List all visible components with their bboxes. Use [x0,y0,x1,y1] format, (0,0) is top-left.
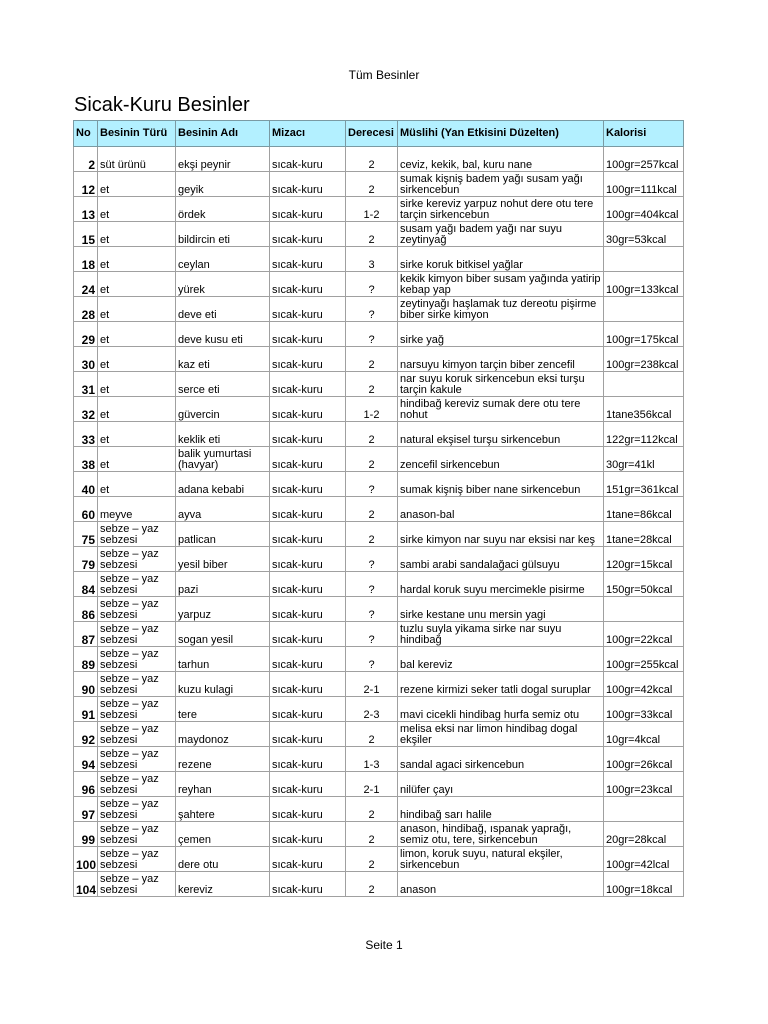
corrective-cell: bal kereviz [398,647,604,672]
table-row [74,672,684,697]
corrective-cell: sirke koruk bitkisel yağlar [398,247,604,272]
temperament-cell: sıcak-kuru [270,672,346,697]
food-type-cell: sebze – yaz sebzesi [98,797,176,822]
degree-cell: 1-2 [346,197,398,222]
table-row [74,247,684,272]
food-name-cell: sogan yesil [176,622,270,647]
food-type-cell: et [98,472,176,497]
calories-cell: 122gr=112kcal [604,422,684,447]
calories-cell: 100gr=18kcal [604,872,684,897]
temperament-cell: sıcak-kuru [270,397,346,422]
food-type-cell: sebze – yaz sebzesi [98,597,176,622]
no-cell: 24 [74,272,98,297]
corrective-cell: narsuyu kimyon tarçin biber zencefil [398,347,604,372]
page-footer: Seite 1 [365,938,403,952]
table-row [74,747,684,772]
degree-cell: 2 [346,497,398,522]
table-body [74,147,684,897]
degree-cell: 2 [346,372,398,397]
food-type-cell: sebze – yaz sebzesi [98,572,176,597]
food-name-cell: kuzu kulagi [176,672,270,697]
corrective-cell: rezene kirmizi seker tatli dogal suruplar [398,672,604,697]
food-type-cell: et [98,247,176,272]
food-name-cell: dere otu [176,847,270,872]
page-header: Tüm Besinler [348,68,420,82]
food-type-cell: et [98,422,176,447]
table-row [74,397,684,422]
table-row [74,372,684,397]
food-name-cell: yarpuz [176,597,270,622]
temperament-cell: sıcak-kuru [270,747,346,772]
calories-cell: 100gr=175kcal [604,322,684,347]
food-type-cell: et [98,197,176,222]
food-name-cell: patlican [176,522,270,547]
col-no-header: No [74,121,98,147]
no-cell: 96 [74,772,98,797]
table-row [74,722,684,747]
calories-cell: 10gr=4kcal [604,722,684,747]
degree-cell: ? [346,322,398,347]
temperament-cell: sıcak-kuru [270,622,346,647]
food-type-cell: sebze – yaz sebzesi [98,847,176,872]
table-row [74,447,684,472]
temperament-cell: sıcak-kuru [270,522,346,547]
degree-cell: ? [346,547,398,572]
degree-cell: 2 [346,722,398,747]
table-row [74,572,684,597]
temperament-cell: sıcak-kuru [270,722,346,747]
corrective-cell: ceviz, kekik, bal, kuru nane [398,147,604,172]
table-row [74,422,684,447]
temperament-cell: sıcak-kuru [270,272,346,297]
calories-cell [604,297,684,322]
food-name-cell: pazi [176,572,270,597]
food-type-cell: sebze – yaz sebzesi [98,772,176,797]
calories-cell: 100gr=23kcal [604,772,684,797]
degree-cell: 2 [346,347,398,372]
no-cell: 104 [74,872,98,897]
degree-cell: 2 [346,422,398,447]
degree-cell: 1-2 [346,397,398,422]
col-degree-header: Derecesi [346,121,398,147]
corrective-cell: sumak kişniş biber nane sirkencebun [398,472,604,497]
degree-cell: ? [346,272,398,297]
food-name-cell: şahtere [176,797,270,822]
table-row [74,322,684,347]
table-row [74,797,684,822]
temperament-cell: sıcak-kuru [270,447,346,472]
temperament-cell: sıcak-kuru [270,472,346,497]
corrective-cell: sambi arabi sandalağaci gülsuyu [398,547,604,572]
temperament-cell: sıcak-kuru [270,347,346,372]
table-row [74,297,684,322]
temperament-cell: sıcak-kuru [270,172,346,197]
corrective-cell: zeytinyağı haşlamak tuz dereotu pişirme biber sirke kimyon [398,297,604,322]
calories-cell: 1tane=28kcal [604,522,684,547]
temperament-cell: sıcak-kuru [270,322,346,347]
degree-cell: 2-1 [346,672,398,697]
temperament-cell: sıcak-kuru [270,547,346,572]
table-row [74,347,684,372]
table-row [74,222,684,247]
no-cell: 79 [74,547,98,572]
no-cell: 12 [74,172,98,197]
calories-cell: 100gr=257kcal [604,147,684,172]
degree-cell: 2 [346,822,398,847]
temperament-cell: sıcak-kuru [270,497,346,522]
no-cell: 31 [74,372,98,397]
foods-table [73,120,684,897]
corrective-cell: anason, hindibağ, ıspanak yaprağı, semiz otu, tere, sirkencebun [398,822,604,847]
food-name-cell: güvercin [176,397,270,422]
corrective-cell: hindibağ kereviz sumak dere otu tere nohut [398,397,604,422]
food-name-cell: rezene [176,747,270,772]
degree-cell: 3 [346,247,398,272]
degree-cell: 2 [346,222,398,247]
no-cell: 32 [74,397,98,422]
corrective-cell: sandal agaci sirkencebun [398,747,604,772]
corrective-cell: mavi cicekli hindibag hurfa semiz otu [398,697,604,722]
table-row [74,147,684,172]
corrective-cell: natural ekşisel turşu sirkencebun [398,422,604,447]
degree-cell: 2 [346,147,398,172]
food-type-cell: et [98,272,176,297]
food-name-cell: serce eti [176,372,270,397]
no-cell: 2 [74,147,98,172]
calories-cell: 150gr=50kcal [604,572,684,597]
calories-cell: 100gr=255kcal [604,647,684,672]
corrective-cell: sirke kereviz yarpuz nohut dere otu tere tarçin sirkencebun [398,197,604,222]
food-type-cell: et [98,172,176,197]
degree-cell: 2 [346,172,398,197]
food-name-cell: ceylan [176,247,270,272]
corrective-cell: anason [398,872,604,897]
food-type-cell: sebze – yaz sebzesi [98,747,176,772]
calories-cell: 30gr=41kl [604,447,684,472]
temperament-cell: sıcak-kuru [270,847,346,872]
temperament-cell: sıcak-kuru [270,797,346,822]
calories-cell: 100gr=238kcal [604,347,684,372]
food-name-cell: kereviz [176,872,270,897]
no-cell: 84 [74,572,98,597]
food-type-cell: meyve [98,497,176,522]
degree-cell: ? [346,297,398,322]
food-type-cell: sebze – yaz sebzesi [98,647,176,672]
corrective-cell: tuzlu suyla yikama sirke nar suyu hindibağ [398,622,604,647]
table-row [74,522,684,547]
no-cell: 99 [74,822,98,847]
corrective-cell: kekik kimyon biber susam yağında yatirip kebap yap [398,272,604,297]
corrective-cell: melisa eksi nar limon hindibag dogal ekşiler [398,722,604,747]
degree-cell: ? [346,597,398,622]
calories-cell: 100gr=111kcal [604,172,684,197]
calories-cell [604,247,684,272]
calories-cell: 100gr=404kcal [604,197,684,222]
food-name-cell: deve eti [176,297,270,322]
food-name-cell: kaz eti [176,347,270,372]
table-row [74,172,684,197]
corrective-cell: sirke yağ [398,322,604,347]
no-cell: 38 [74,447,98,472]
degree-cell: ? [346,472,398,497]
no-cell: 87 [74,622,98,647]
no-cell: 90 [74,672,98,697]
food-type-cell: sebze – yaz sebzesi [98,872,176,897]
no-cell: 92 [74,722,98,747]
temperament-cell: sıcak-kuru [270,297,346,322]
calories-cell [604,597,684,622]
table-row [74,622,684,647]
calories-cell: 100gr=33kcal [604,697,684,722]
col-temperament-header: Mizacı [270,121,346,147]
calories-cell: 1tane356kcal [604,397,684,422]
table-row [74,772,684,797]
degree-cell: 1-3 [346,747,398,772]
food-type-cell: et [98,297,176,322]
corrective-cell: hardal koruk suyu mercimekle pisirme [398,572,604,597]
no-cell: 91 [74,697,98,722]
temperament-cell: sıcak-kuru [270,372,346,397]
food-type-cell: sebze – yaz sebzesi [98,822,176,847]
temperament-cell: sıcak-kuru [270,197,346,222]
table-row [74,472,684,497]
corrective-cell: anason-bal [398,497,604,522]
degree-cell: ? [346,572,398,597]
food-name-cell: maydonoz [176,722,270,747]
temperament-cell: sıcak-kuru [270,647,346,672]
no-cell: 33 [74,422,98,447]
corrective-cell: susam yağı badem yağı nar suyu zeytinyağ [398,222,604,247]
calories-cell: 100gr=42lcal [604,847,684,872]
temperament-cell: sıcak-kuru [270,872,346,897]
temperament-cell: sıcak-kuru [270,772,346,797]
table-row [74,697,684,722]
corrective-cell: zencefil sirkencebun [398,447,604,472]
degree-cell: 2 [346,847,398,872]
food-name-cell: ördek [176,197,270,222]
col-calories-header: Kalorisi [604,121,684,147]
calories-cell: 151gr=361kcal [604,472,684,497]
food-name-cell: tarhun [176,647,270,672]
food-type-cell: süt ürünü [98,147,176,172]
food-name-cell: balik yumurtasi (havyar) [176,447,270,472]
food-name-cell: yesil biber [176,547,270,572]
temperament-cell: sıcak-kuru [270,222,346,247]
food-type-cell: et [98,347,176,372]
no-cell: 29 [74,322,98,347]
corrective-cell: sirke kestane unu mersin yagi [398,597,604,622]
degree-cell: 2-1 [346,772,398,797]
food-type-cell: et [98,222,176,247]
food-name-cell: deve kusu eti [176,322,270,347]
no-cell: 89 [74,647,98,672]
table-row [74,822,684,847]
table-row [74,847,684,872]
food-type-cell: et [98,447,176,472]
calories-cell: 100gr=42kcal [604,672,684,697]
food-type-cell: et [98,322,176,347]
corrective-cell: sirke kimyon nar suyu nar eksisi nar keş [398,522,604,547]
corrective-cell: limon, koruk suyu, natural ekşiler, sirkencebun [398,847,604,872]
corrective-cell: sumak kişniş badem yağı susam yağı sirkencebun [398,172,604,197]
no-cell: 60 [74,497,98,522]
table-row [74,197,684,222]
col-food-type-header: Besinin Türü [98,121,176,147]
degree-cell: ? [346,647,398,672]
food-name-cell: bildircin eti [176,222,270,247]
col-food-name-header: Besinin Adı [176,121,270,147]
table-row [74,597,684,622]
no-cell: 75 [74,522,98,547]
table-row [74,872,684,897]
calories-cell [604,372,684,397]
table-header-row [74,121,684,147]
calories-cell: 100gr=133kcal [604,272,684,297]
calories-cell: 20gr=28kcal [604,822,684,847]
temperament-cell: sıcak-kuru [270,247,346,272]
food-type-cell: et [98,372,176,397]
no-cell: 97 [74,797,98,822]
degree-cell: 2 [346,872,398,897]
food-name-cell: keklik eti [176,422,270,447]
no-cell: 15 [74,222,98,247]
temperament-cell: sıcak-kuru [270,822,346,847]
degree-cell: 2 [346,522,398,547]
food-type-cell: sebze – yaz sebzesi [98,722,176,747]
table-row [74,272,684,297]
no-cell: 94 [74,747,98,772]
food-name-cell: ekşi peynir [176,147,270,172]
food-type-cell: sebze – yaz sebzesi [98,547,176,572]
temperament-cell: sıcak-kuru [270,572,346,597]
no-cell: 100 [74,847,98,872]
temperament-cell: sıcak-kuru [270,422,346,447]
corrective-cell: hindibağ sarı halile [398,797,604,822]
table-row [74,497,684,522]
food-name-cell: çemen [176,822,270,847]
food-name-cell: ayva [176,497,270,522]
degree-cell: 2-3 [346,697,398,722]
no-cell: 40 [74,472,98,497]
col-corrective-header: Müslihi (Yan Etkisini Düzelten) [398,121,604,147]
calories-cell: 120gr=15kcal [604,547,684,572]
food-name-cell: tere [176,697,270,722]
temperament-cell: sıcak-kuru [270,597,346,622]
corrective-cell: nar suyu koruk sirkencebun eksi turşu tarçin kakule [398,372,604,397]
temperament-cell: sıcak-kuru [270,697,346,722]
no-cell: 28 [74,297,98,322]
corrective-cell: nilüfer çayı [398,772,604,797]
no-cell: 13 [74,197,98,222]
calories-cell: 100gr=22kcal [604,622,684,647]
degree-cell: 2 [346,447,398,472]
table-row [74,647,684,672]
page-title: Sicak-Kuru Besinler [74,94,250,116]
food-name-cell: adana kebabi [176,472,270,497]
calories-cell [604,797,684,822]
no-cell: 18 [74,247,98,272]
temperament-cell: sıcak-kuru [270,147,346,172]
no-cell: 30 [74,347,98,372]
degree-cell: 2 [346,797,398,822]
food-name-cell: geyik [176,172,270,197]
degree-cell: ? [346,622,398,647]
table-row [74,547,684,572]
food-type-cell: sebze – yaz sebzesi [98,522,176,547]
food-type-cell: sebze – yaz sebzesi [98,622,176,647]
food-type-cell: sebze – yaz sebzesi [98,697,176,722]
calories-cell: 1tane=86kcal [604,497,684,522]
calories-cell: 30gr=53kcal [604,222,684,247]
food-name-cell: yürek [176,272,270,297]
no-cell: 86 [74,597,98,622]
food-name-cell: reyhan [176,772,270,797]
food-type-cell: et [98,397,176,422]
food-type-cell: sebze – yaz sebzesi [98,672,176,697]
calories-cell: 100gr=26kcal [604,747,684,772]
